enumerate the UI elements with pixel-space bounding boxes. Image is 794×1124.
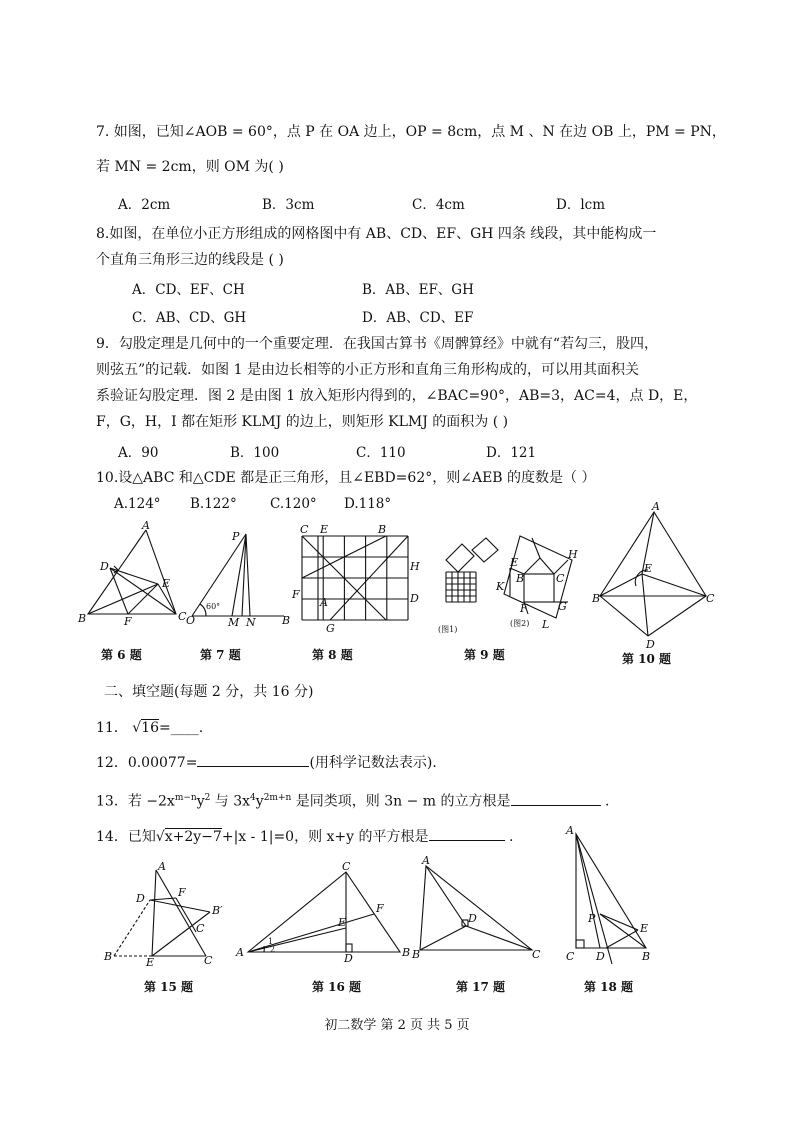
fig9-label-k: K [496, 580, 505, 593]
fig7-label-n: N [246, 616, 256, 629]
fig9-caption: 第 9 题 [464, 648, 505, 662]
fig17-label-a: A [422, 854, 430, 867]
q13-exp3: 4 [250, 793, 256, 803]
q10-option-b: B.122° [190, 496, 237, 512]
fig17-label-b: B [412, 948, 421, 961]
q14-radicand: x+2y−7 [164, 829, 222, 845]
fig8-label-d: D [410, 592, 419, 605]
q13-suffix: . [600, 793, 610, 810]
q7-line2: 若 MN = 2cm，则 OM 为( ) [96, 159, 284, 175]
figure-6 [72, 519, 192, 631]
fig15-label-a: A [158, 860, 166, 873]
q13 [96, 788, 609, 812]
q10-line1: 10.设△ABC 和△CDE 都是正三角形，且∠EBD=62°，则∠AEB 的度数是（ ） [96, 470, 596, 486]
q9-line2: 则弦五”的记载．如图 1 是由边长相等的小正方形和直角三角形构成的，可以用其面积关 [96, 362, 639, 378]
fig16-label-f: F [376, 902, 384, 915]
fig17-label-d: D [468, 912, 477, 925]
q8-option-c: C．AB、CD、GH [132, 310, 247, 326]
fig16-label-a: A [236, 946, 244, 959]
q7-option-d: D．lcm [556, 197, 606, 213]
fig7-label-p: P [232, 530, 240, 543]
q9-line1: 9．勾股定理是几何中的一个重要定理．在我国古算书《周髀算经》中就有“若勾三，股四， [96, 336, 659, 352]
fig15-label-c-small: C [196, 922, 205, 935]
q12 [96, 752, 446, 773]
fig18-label-p: P [588, 912, 596, 925]
fig7-label-o: O [186, 614, 196, 627]
q11-suffix: =____. [159, 720, 204, 736]
q7-option-b: B．3cm [262, 197, 315, 213]
q13-prefix: 13．若 −2x [96, 793, 175, 810]
fig8-caption: 第 8 题 [312, 648, 353, 662]
fig6-label-b: B [78, 612, 87, 625]
fig6-label-e: E [162, 577, 171, 590]
q7-option-a: A．2cm [118, 197, 171, 213]
fig8-label-g: G [326, 622, 335, 635]
fig18-label-b: B [642, 950, 651, 963]
fig17-caption: 第 17 题 [456, 980, 506, 994]
fig16-label-e: E [338, 916, 347, 929]
fig9-label-l: L [542, 618, 550, 631]
q8-option-d: D．AB、CD、EF [362, 310, 474, 326]
fig15-label-c: C [204, 954, 213, 967]
q11: 11． √16=____. [96, 720, 204, 736]
q9-option-c: C．110 [356, 445, 406, 461]
fig15-label-b: B [104, 950, 113, 963]
fig6-label-a: A [142, 519, 150, 532]
figure-15 [100, 860, 228, 972]
q11-radicand: 16 [141, 720, 160, 736]
q9-line3: 系验证勾股定理．图 2 是由图 1 放入矩形内得到的，∠BAC=90°，AB=3，AC=4，点 D，E， [96, 388, 698, 404]
q8-option-a: A．CD、EF、CH [132, 282, 245, 298]
q9-option-b: B．100 [230, 445, 280, 461]
fig8-label-f: F [292, 588, 300, 601]
figure-16 [234, 860, 414, 968]
q7-line1: 7. 如图，已知∠AOB = 60°，点 P 在 OA 边上，OP = 8cm，点 M 、N 在边 OB 上，PM = PN， [96, 124, 726, 140]
q12-answer-blank[interactable] [197, 752, 309, 767]
fig16-label-2: 2 [270, 945, 276, 954]
fig10-label-b: B [592, 592, 601, 605]
q14: 14．已知√x+2y−7+|x - 1|=0，则 x+y 的平方根是 . [96, 826, 513, 847]
fig7-caption: 第 7 题 [200, 648, 241, 662]
fig9-label-h: H [568, 548, 578, 561]
q8-line1: 8.如图，在单位小正方形组成的网格图中有 AB、CD、EF、GH 四条 线段，其中能构成一 [96, 226, 657, 242]
q14-suffix: . [504, 829, 514, 845]
fig6-caption: 第 6 题 [101, 648, 142, 662]
fig10-caption: 第 10 题 [622, 652, 672, 666]
q13-exp2: 2 [204, 793, 211, 803]
fig8-label-c: C [300, 523, 309, 536]
figure-10 [592, 500, 715, 654]
figure-8 [290, 524, 420, 640]
q12-prefix: 12．0.00077= [96, 755, 198, 771]
fig18-label-d: D [596, 950, 605, 963]
q14-answer-blank[interactable] [429, 826, 505, 841]
fig9-label-g: G [558, 600, 567, 613]
fig18-caption: 第 18 题 [584, 980, 634, 994]
q12-suffix: (用科学记数法表示)． [309, 755, 447, 771]
figure-9 [424, 520, 596, 636]
figure-18 [562, 824, 662, 968]
figure-7 [184, 528, 294, 632]
fig15-label-b-prime: B′ [212, 904, 223, 917]
fig9-label-b: B [516, 572, 525, 585]
fig10-label-c: C [706, 592, 715, 605]
q10-option-a: A.124° [114, 496, 161, 512]
fig9-label-e: E [510, 556, 519, 569]
fig16-label-d: D [344, 952, 353, 965]
fig15-label-e: E [146, 956, 155, 969]
fig10-label-a: A [652, 500, 660, 513]
fig8-label-e: E [320, 523, 329, 536]
fig10-label-d: D [646, 638, 655, 651]
q13-mid2: 与 3x [210, 793, 251, 810]
q14-mid: +|x - 1|=0，则 x+y 的平方根是 [221, 829, 429, 845]
fig16-caption: 第 16 题 [312, 980, 362, 994]
q14-prefix: 14．已知 [96, 829, 156, 845]
q8-line2: 个直角三角形三边的线段是 ( ) [96, 252, 284, 268]
fig16-label-c: C [342, 860, 351, 873]
fig18-label-c: C [566, 950, 575, 963]
fig9-label-f: F [520, 602, 528, 615]
q8-option-b: B．AB、EF、GH [362, 282, 474, 298]
q9-option-d: D．121 [486, 445, 537, 461]
q13-exp4: 2m+n [263, 793, 292, 803]
q7-option-c: C．4cm [412, 197, 465, 213]
fig9-label-fig1: (图1) [438, 625, 458, 634]
q13-mid4: 是同类项，则 3n − m 的立方根是 [291, 793, 511, 810]
fig18-label-a: A [566, 824, 574, 837]
fig8-label-h: H [410, 560, 420, 573]
fig7-label-angle: 60° [206, 602, 221, 611]
fig18-label-e: E [640, 922, 649, 935]
fig16-label-1: 1 [268, 937, 274, 946]
q13-mid3: y [255, 793, 264, 810]
q10-option-d: D.118° [344, 496, 392, 512]
q10-option-c: C.120° [270, 496, 317, 512]
q13-mid1: y [196, 793, 205, 810]
fig8-label-a: A [320, 596, 328, 609]
fig6-label-c: C [178, 610, 187, 623]
fig17-label-c: C [532, 948, 541, 961]
q9-line4: F，G，H，I 都在矩形 KLMJ 的边上，则矩形 KLMJ 的面积为 ( ) [96, 414, 509, 430]
q11-prefix: 11． [96, 720, 128, 736]
fig7-label-m: M [228, 616, 240, 629]
figure-17 [410, 850, 540, 966]
fig6-label-f: F [124, 615, 132, 628]
fig15-label-d: D [136, 892, 145, 905]
q13-exp1: m−n [174, 793, 197, 803]
section-2-title: 二、填空题(每题 2 分，共 16 分) [104, 684, 314, 700]
fig15-caption: 第 15 题 [144, 980, 194, 994]
fig9-label-fig2: (图2) [510, 619, 530, 628]
fig10-label-e: E [644, 562, 653, 575]
fig16-label-b: B [402, 946, 411, 959]
fig7-label-b: B [282, 614, 291, 627]
page-footer: 初二数学 第 2 页 共 5 页 [324, 1018, 470, 1033]
q9-option-a: A．90 [118, 445, 159, 461]
fig15-label-f: F [178, 886, 186, 899]
fig8-label-b: B [378, 523, 387, 536]
fig6-label-d: D [100, 560, 109, 573]
fig9-label-c: C [556, 572, 565, 585]
q13-answer-blank[interactable] [511, 791, 601, 806]
